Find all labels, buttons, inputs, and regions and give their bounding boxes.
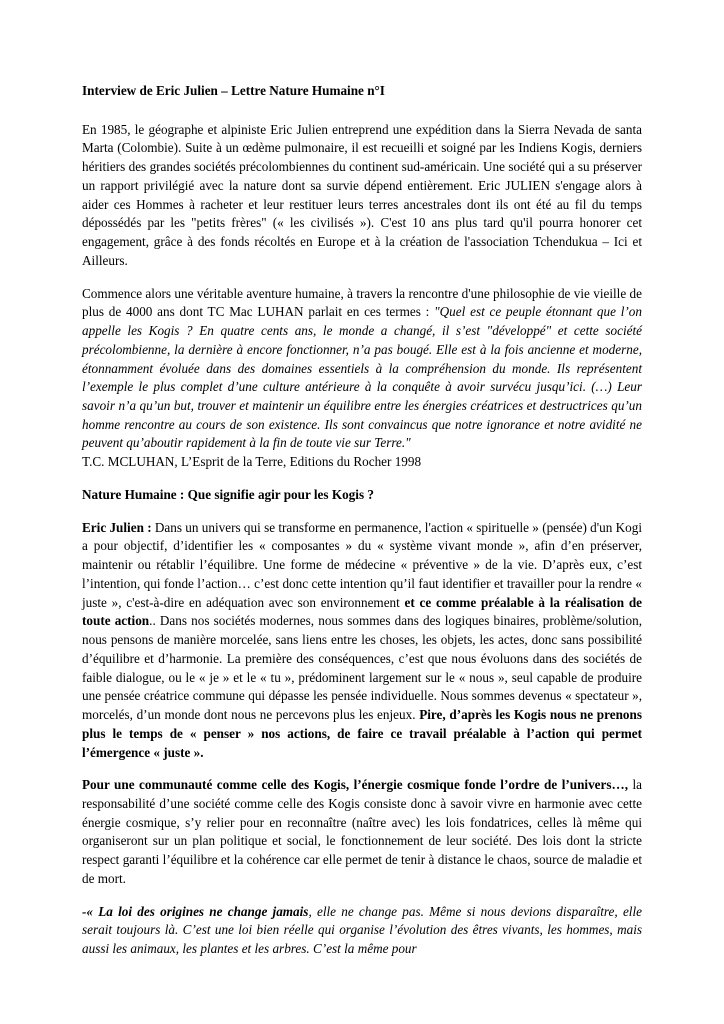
text-run: Nature Humaine : Que signifie agir pour les Kogis ?	[82, 486, 374, 502]
text-run: la responsabilité d’une société comme celle des Kogis consiste donc à savoir vivre en harmonie avec cette énergie cosmique, s’y relier pour en reconnaître (naître avec) les lois fondatrices, celles là même qui organiseront sur un plan politique et social, le fonctionnement de leur société. Des lois dont la stricte respect garanti l’équilibre et la cohérence car elle permet de tenir à distance le chaos, source de maladie et de mort.	[82, 777, 642, 886]
paragraph-answer-1	[82, 519, 642, 763]
text-run: "Quel est ce peuple étonnant que l’on appelle les Kogis ? En quatre cents ans, le monde a changé, il s’est "développé" et cette société précolombienne, la dernière à encore fonctionner, n’a pas bougé. Elle est à la fois ancienne et moderne, étonnamment évoluée dans des domaines essentiels à la compréhension du monde. Ils représentent l’exemple le plus complet d’une culture antérieure à la conquête à avoir survécu jusqu’ici. (…) Leur savoir n’a qu’un but, trouver et maintenir un équilibre entre les énergies créatrices et destructrices qu’un homme rencontre au cours de son existence. Ils sont convaincus que notre ignorance et notre avidité ne peuvent qu’aboutir rapidement à la fin de toute vie sur Terre."	[82, 304, 642, 451]
paragraph-intro	[82, 121, 642, 271]
text-run: Pour une communauté comme celle des Kogis, l’énergie cosmique fonde l’ordre de l’univers…,	[82, 777, 629, 793]
paragraph-mcluhan	[82, 285, 642, 454]
paragraph-source	[82, 453, 642, 472]
text-run: Dans un univers qui se transforme en permanence, l'action « spirituelle » (pensée) d'un Kogi a pour objectif, d’identifier les « composantes » du « système vivant monde », afin d’en préserver, maintenir ou rétablir l’équilibre. Une forme de médecine « préventive » de la vie. D’après eux, c’est l’intention, qui fonde l’action… c’est donc cette intention qu’il faut identifier et travailler pour la rendre « juste », c'est-à-dire en adéquation avec son environnement	[82, 519, 642, 610]
text-run: et ce comme préalable à la réalisation de toute action	[82, 594, 643, 629]
paragraph-container	[82, 121, 642, 959]
text-run: Pire, d’après les Kogis nous ne prenons plus le temps de « penser » nos actions, de faire ce travail préalable à l’action qui permet l’émergence « juste ».	[82, 707, 642, 760]
paragraph-answer-2	[82, 776, 642, 888]
document-body	[82, 82, 642, 959]
text-run: , elle ne change pas. Même si nous devions disparaître, elle serait toujours là. C’est une loi bien réelle qui organise l’évolution des êtres vivants, les hommes, mais aussi les animaux, les plantes et les arbres. C’est la même pour	[82, 903, 642, 957]
text-run: .. Dans nos sociétés modernes, nous sommes dans des logiques binaires, problème/solution, nous pensons de manière morcelée, sans liens entre les choses, les objets, les actes, donc sans possibilité d’équilibre et d’harmonie. La première des conséquences, c’est que nous évoluons dans des sociétés de faible dialogue, ou le « je » et le « tu », prédominent largement sur le « nous », seul capable de produire une pensée créatrice commune qui dépasse les pensée individuelle. Nous sommes devenus « spectateur », morcelés, d’un monde dont nous ne percevons plus les enjeux.	[82, 613, 642, 723]
page-title: Interview de Eric Julien – Lettre Nature Humaine n°I	[82, 83, 385, 98]
text-run: T.C. MCLUHAN, L’Esprit de la Terre, Editions du Rocher 1998	[82, 454, 422, 470]
text-run: Eric Julien :	[82, 519, 152, 535]
text-run: -« La loi des origines ne change jamais	[82, 903, 309, 919]
paragraph-answer-3	[82, 903, 642, 959]
text-run: En 1985, le géographe et alpiniste Eric Julien entreprend une expédition dans la Sierra Nevada de santa Marta (Colombie). Suite à un œdème pulmonaire, il est recueilli et soigné par les Indiens Kogis, derniers héritiers des grandes sociétés précolombiennes du continent sud-américain. Une société qui a su préserver un rapport privilégié avec la nature dont sa survie dépend entièrement. Eric JULIEN s'engage alors à aider ces Hommes à racheter et leur restituer leurs terres ancestrales dont ils ont été au fil du temps dépossédés par les "petits frères" (« les civilisés »). C'est 10 ans plus tard qu'il pourra honorer cet engagement, grâce à des fonds récoltés en Europe et à la création de l'association Tchendukua – Ici et Ailleurs.	[82, 121, 642, 268]
text-run: Commence alors une véritable aventure humaine, à travers la rencontre d'une philosophie de vie vieille de plus de 4000 ans dont TC Mac LUHAN parlait en ces termes :	[82, 285, 642, 320]
question-heading-1	[82, 486, 642, 505]
